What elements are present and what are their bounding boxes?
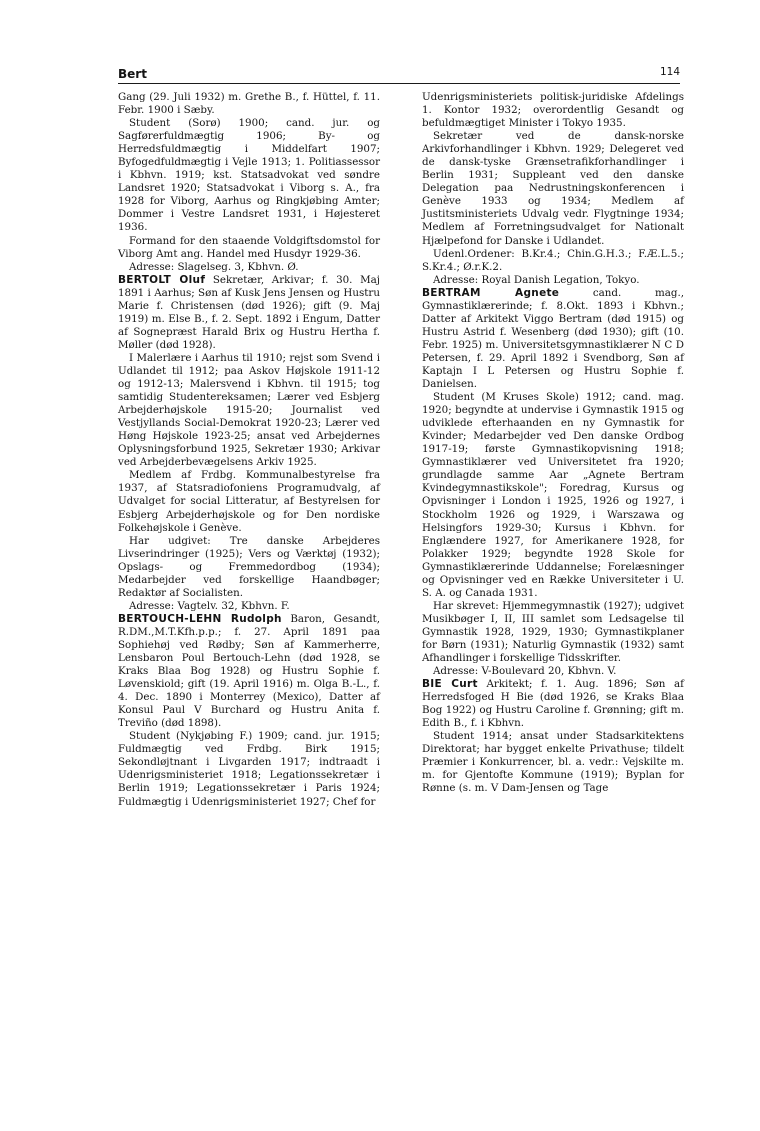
entry-paragraph: Har udgivet: Tre danske Arbejderes Livserindringer (1925); Vers og Værktøj (1932); Opslags- og Fremmedordbog (1934); Medarbejder ved forskellige Haandbøger; Redaktør af Socialisten. [118, 534, 380, 599]
entry-biography: Baron, Gesandt, R.DM.,M.T.Kfh.p.p.; f. 27. April 1891 paa Sophiehøj ved Rødby; Søn af Kammerherre, Lensbaron Poul Bertouch-Lehn (død 1928, se Kraks Blaa Bog 1928) og Hustru Sophie f. Løvenskiold; gift (19. April 1916) m. Olga B.-L., f. 4. Dec. 1890 i Monterrey (Mexico), Datter af Konsul Paul V Burchard og Hustru Anita f. Treviño (død 1898). [118, 612, 380, 730]
entry-headword: BERTRAM Agnete [422, 286, 560, 299]
entry-biography: Arkitekt; f. 1. Aug. 1896; Søn af Herredsfoged H Bie (død 1926, se Kraks Blaa Bog 1922) og Hustru Caroline f. Grønning; gift m. Edith B., f. i Kbhvn. [422, 678, 684, 730]
entry-paragraph: Sekretær ved de dansk-norske Arkivforhandlinger i Kbhvn. 1929; Delegeret ved de dansk-tyske Grænsetrafikforhandlinger i Berlin 1931; Suppleant ved den danske Delegation paa Nedrustningskonferencen i Genève 1933 og 1934; Medlem af Justitsministeriets Udvalg vedr. Flygtninge 1934; Medlem af Forretningsudvalget for Nationalt Hjælpefond for Danske i Udlandet. [422, 130, 684, 247]
entry-paragraph: Student (M Kruses Skole) 1912; cand. mag. 1920; begyndte at undervise i Gymnastik 1915 og udviklede efterhaanden en ny Gymnastik for Kvinder; Medarbejder ved Den danske Ordbog 1917-19; første Gymnastikopvisning 1918; Gymnastiklærer ved Universitetet fra 1920; grundlagde samme Aar „Agnete Bertram Kvindegymnastikskole"; Foredrag, Kursus og Opvisninger i London i 1925, 1926 og 1927, i Stockholm 1926 og 1929, i Warszawa og Helsingfors 1929-30; Kursus i Kbhvn. for Englændere 1927, for Amerikanere 1928, for Polakker 1929; begyndte 1928 Skole for Gymnastiklærerinde Uddannelse; Forelæsninger og Opvisninger ved en Række Universiteter i U. S. A. og Canada 1931. [422, 391, 684, 599]
entry-biography: cand. mag., Gymnastiklærerinde; f. 8.Okt. 1893 i Kbhvn.; Datter af Arkitekt Viggo Bertram (død 1915) og Hustru Astrid f. Wesenberg (død 1930); gift (10. Febr. 1925) m. Universitetsgymnastiklærer N C D Petersen, f. 29. April 1892 i Svendborg, Søn af Kaptajn I L Petersen og Hustru Sophie f. Danielsen. [422, 286, 684, 391]
entry-bertolt [118, 274, 380, 352]
entry-address: Adresse: Royal Danish Legation, Tokyo. [433, 273, 640, 286]
right-column [422, 91, 684, 796]
entry-paragraph: Har skrevet: Hjemmegymnastik (1927); udgivet Musikbøger I, II, III samlet som Ledsagelse til Gymnastik 1928, 1929, 1930; Gymnastikplaner for Børn (1931); Naturlig Gymnastik (1932) samt Afhandlinger i forskellige Tidsskrifter. [422, 599, 684, 665]
entry-bertram [422, 287, 684, 391]
entry-headword: BERTOUCH-LEHN Rudolph [118, 612, 282, 625]
entry-orders: Udenl.Ordener: B.Kr.4.; Chin.G.H.3.; F.Æ.L.5.; S.Kr.4.; Ø.r.K.2. [422, 247, 684, 273]
entry-biography: Sekretær, Arkivar; f. 30. Maj 1891 i Aarhus; Søn af Kusk Jens Jensen og Hustru Marie f. Christensen (død 1926); gift (9. Maj 1919) m. Else B., f. 2. Sept. 1892 i Engum, Datter af Sognepræst Harald Brix og Hustru Hertha f. Møller (død 1928). [118, 273, 380, 351]
entry-paragraph: Medlem af Frdbg. Kommunalbestyrelse fra 1937, af Statsradiofoniens Programudvalg, af Udvalget for social Litteratur, af Bestyrelsen for Esbjerg Arbejderhøjskole og for Den nordiske Folkehøjskole i Genève. [118, 469, 380, 534]
entry-address: Adresse: Slagelseg. 3, Kbhvn. Ø. [129, 260, 299, 273]
entry-bie [422, 678, 684, 730]
page-number: 114 [659, 66, 680, 78]
entry-paragraph: Student (Sorø) 1900; cand. jur. og Sagførerfuldmægtig 1906; By- og Herredsfuldmægtig i Middelfart 1907; Byfogedfuldmægtig i Vejle 1913; 1. Politiassessor i Kbhvn. 1919; kst. Statsadvokat ved søndre Landsret 1920; Statsadvokat i Viborg s. A., fra 1928 for Viborg, Aarhus og Ringkjøbing Amter; Dommer i Vestre Landsret 1931, i Højesteret 1936. [118, 117, 380, 234]
entry-bertouch-lehn [118, 613, 380, 730]
left-column [118, 91, 380, 809]
entry-paragraph: Student (Nykjøbing F.) 1909; cand. jur. 1915; Fuldmægtig ved Frdbg. Birk 1915; Sekondløjtnant i Livgarden 1917; indtraadt i Udenrigsministeriet 1918; Legationssekretær i Berlin 1919; Legationssekretær i Paris 1924; Fuldmægtig i Udenrigsministeriet 1927; Chef for [118, 730, 380, 808]
entry-paragraph: I Malerlære i Aarhus til 1910; rejst som Svend i Udlandet til 1912; paa Askov Højskole 1911-12 og 1912-13; Malersvend i Kbhvn. til 1915; tog samtidig Studentereksamen; Lærer ved Esbjerg Arbejderhøjskole 1915-20; Journalist ved Vestjyllands Social-Demokrat 1920-23; Lærer ved Høng Højskole 1923-25; ansat ved Arbejdernes Oplysningsforbund 1925, Sekretær 1930; Arkivar ved Arbejderbevægelsens Arkiv 1925. [118, 351, 380, 469]
entry-paragraph: Formand for den staaende Voldgiftsdomstol for Viborg Amt ang. Handel med Husdyr 1929-36. [118, 234, 380, 260]
running-headword: Bert [118, 67, 147, 81]
entry-continuation-text: Udenrigsministeriets politisk-juridiske Afdelings 1. Kontor 1932; overordentlig Gesandt og befuldmægtiget Minister i Tokyo 1935. [422, 91, 684, 130]
entry-headword: BIE Curt [422, 678, 478, 691]
page-header [118, 61, 680, 84]
entry-headword: BERTOLT Oluf [118, 273, 206, 286]
entry-address: Adresse: Vagtelv. 32, Kbhvn. F. [129, 599, 290, 612]
entry-continuation-text: Gang (29. Juli 1932) m. Grethe B., f. Hüttel, f. 11. Febr. 1900 i Sæby. [118, 91, 380, 117]
entry-paragraph: Student 1914; ansat under Stadsarkitektens Direktorat; har bygget enkelte Privathuse; tildelt Præmier i Konkurrencer, bl. a. vedr.: Vejskilte m. m. for Gjentofte Kommune (1919); Byplan for Rønne (s. m. V Dam-Jensen og Tage [422, 730, 684, 795]
entry-address: Adresse: V-Boulevard 20, Kbhvn. V. [433, 665, 617, 678]
